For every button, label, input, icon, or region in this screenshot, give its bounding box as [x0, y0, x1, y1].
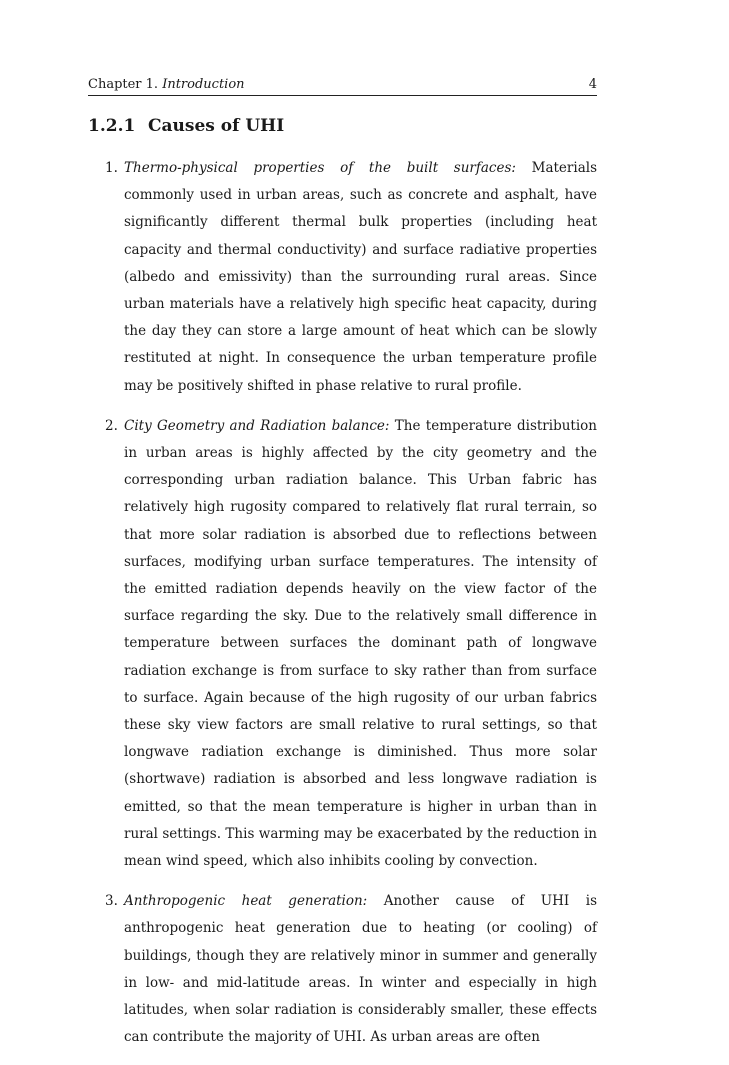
list-item-text: Materials commonly used in urban areas, such as concrete and asphalt, have significantly different thermal bulk properties (including heat capacity and thermal conductivity) and surface radiative properties (albedo and emissivity) than the surrounding rural areas. Since urban materials have a relatively high specific heat capacity, during the day they can store a large amount of heat which can be slowly restituted at night. In consequence the urban temperature profile may be positively shifted in phase relative to rural profile.	[124, 160, 597, 394]
list-item-paragraph	[124, 155, 597, 400]
page-number: 4	[588, 77, 597, 92]
list-item-lead: Anthropogenic heat generation:	[124, 893, 368, 910]
list-item-lead: Thermo-physical properties of the built surfaces:	[124, 160, 516, 176]
chapter-heading	[88, 77, 245, 92]
section-number: 1.2.1	[88, 116, 136, 136]
chapter-title: Introduction	[162, 77, 245, 92]
list-item-text: The temperature distribution in urban areas is highly affected by the city geometry and the corresponding urban radiation balance. This Urban fabric has relatively high rugosity compared to relatively flat rural terrain, so that more solar radiation is absorbed due to reflections between surfaces, modifying urban surface temperatures. The intensity of the emitted radiation depends heavily on the view factor of the surface regarding the sky. Due to the relatively small difference in temperature between surfaces the dominant path of longwave radiation exchange is from surface to sky rather than from surface to surface. Again because of the high rugosity of our urban fabrics these sky view factors are small relative to rural settings, so that longwave radiation exchange is diminished. Thus more solar (shortwave) radiation is absorbed and less longwave radiation is emitted, so that the mean temperature is higher in urban than in rural settings. This warming may be exacerbated by the reduction in mean wind speed, which also inhibits cooling by convection.	[124, 417, 597, 870]
list-item-marker: 1.	[105, 160, 118, 176]
list-item-text: Another cause of UHI is anthropogenic heat generation due to heating (or cooling) of buildings, though they are relatively minor in summer and generally in low- and mid-latitude areas. In winter and especially in high latitudes, when solar radiation is considerably smaller, these effects can contribute the majority of UHI. As urban areas are often	[124, 893, 597, 1046]
running-header	[88, 77, 597, 96]
chapter-label: Chapter 1.	[88, 77, 159, 92]
list-item-paragraph	[124, 413, 597, 875]
list-item-lead: City Geometry and Radiation balance:	[124, 417, 390, 434]
list-item	[88, 155, 597, 400]
list-item-marker: 2.	[105, 417, 118, 434]
section-heading	[88, 116, 284, 136]
section-title: Causes of UHI	[148, 116, 285, 136]
list-item	[88, 888, 597, 1051]
enumerated-list	[88, 155, 597, 1065]
list-item-paragraph	[124, 888, 597, 1051]
list-item-marker: 3.	[105, 893, 118, 910]
list-item	[88, 413, 597, 875]
